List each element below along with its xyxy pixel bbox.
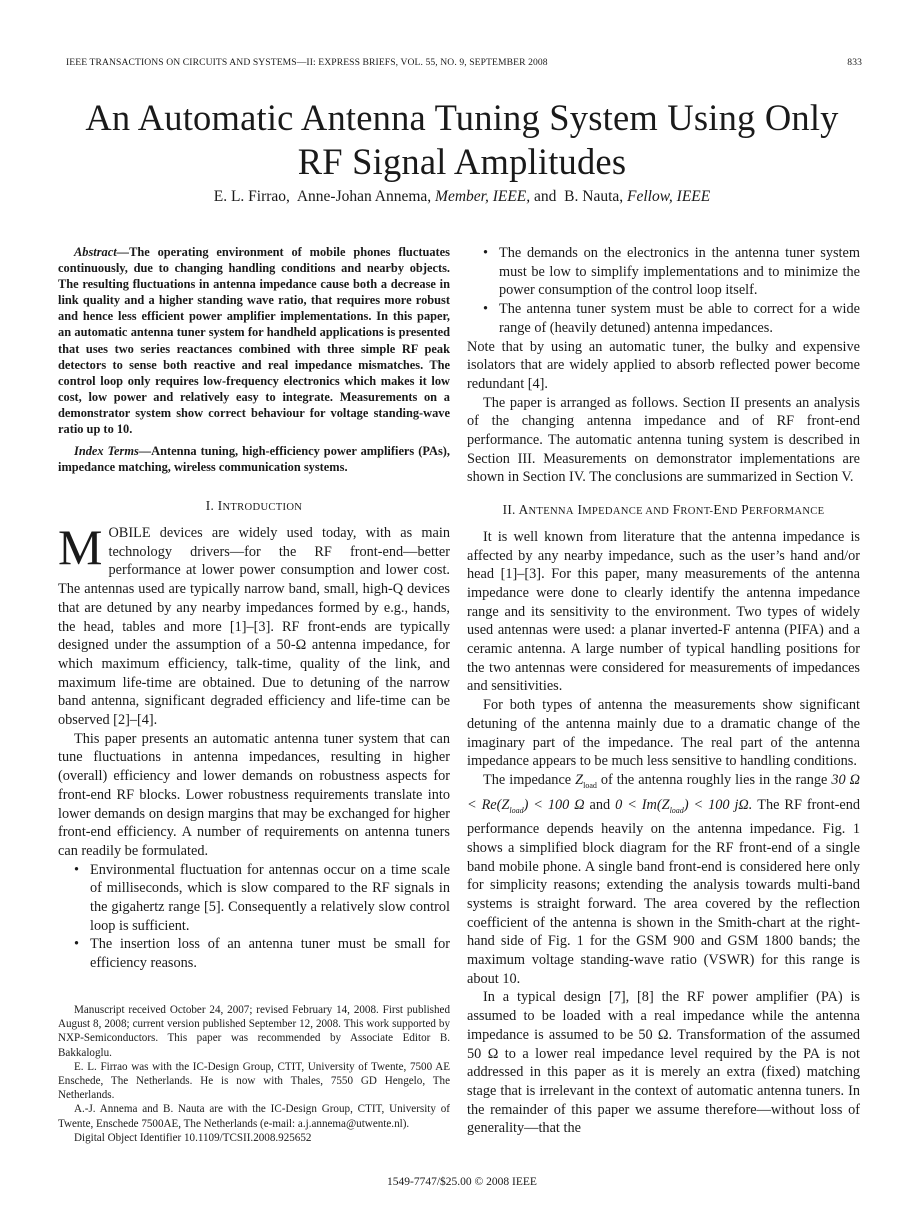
footnote-manuscript: Manuscript received October 24, 2007; revised February 14, 2008. First published August 8, 2008; current version published September 12, 2008. This work supported by NXP-Semiconductors. This paper was recommended by Associate Editor B. Bakkaloglu. [58, 1004, 450, 1059]
drop-cap: M [58, 519, 103, 576]
index-terms-label: Index Terms— [74, 444, 152, 459]
section-2-numeral: II. [502, 502, 516, 518]
index-terms-text: Antenna tuning, high-efficiency power amplifiers (PAs), impedance matching, wireless communication systems. [58, 444, 450, 475]
p3-and: and [589, 796, 611, 813]
abstract-text: The operating environment of mobile phones fluctuates continuously, due to changing handling conditions and nearby objects. The resulting fluctuations in antenna impedance cause both a decrease in link quality and a higher standing wave ratio, that requires more robust and hence less efficient power amplifier implementations. In this paper, an automatic antenna tuner system for handheld applications is presented that uses two series reactances combined with three simple RF peak detectors to sense both reactive and real impedance mismatches. The control loop only requires low-frequency electronics which makes it low cost, low power and relatively easy to integrate. Measurements on a demonstrator system show correct behaviour for voltage standing-wave ratio up to 10. [58, 245, 450, 437]
s2-w4-initial: E [713, 502, 722, 518]
author-1: E. L. Firrao, [213, 188, 290, 205]
list-item: • The demands on the electronics in the antenna tuner system must be low to simplify implementations and to minimize the power consumption of the control loop itself. [467, 244, 860, 300]
author-2-role: Member, IEEE, [435, 188, 531, 205]
s2-w3-initial: F [672, 502, 681, 518]
paragraph-arrangement: The paper is arranged as follows. Section II presents an analysis of the changing antenna impedance and of RF front-end performance. The automatic antenna tuning system is described in Section III. Measurements on demonstrator implementations are shown in Section IV. The conclusions are summarized in Section V. [467, 394, 860, 486]
p3-range-text: of the antenna roughly lies in the range [600, 771, 828, 788]
section-2-paragraph-3 [467, 771, 860, 988]
authors-and: and [534, 188, 557, 205]
math-imag-end: ) < 100 jΩ. [683, 796, 753, 813]
section-2-heading [467, 501, 860, 522]
list-item: • Environmental fluctuation for antennas occur on a time scale of milliseconds, which is slow compared to the RF signals in the gigahertz range [5]. Consequently a relatively slow control loop is sufficient. [58, 861, 450, 936]
list-item: • The insertion loss of an antenna tuner must be small for efficiency reasons. [58, 935, 450, 972]
author-2: Anne-Johan Annema, [296, 188, 432, 205]
intro-paragraph-1 [58, 519, 450, 730]
s2-w2-rest: MPEDANCE AND [582, 506, 670, 518]
abstract-label: Abstract— [74, 245, 130, 259]
left-column [58, 244, 450, 973]
s2-w1-rest: NTENNA [528, 506, 574, 518]
s2-w2-initial: I [577, 502, 583, 518]
author-3-role: Fellow, IEEE [627, 188, 711, 205]
page-number: 833 [847, 57, 862, 68]
s2-w5-rest: ERFORMANCE [749, 506, 825, 518]
z-subscript: load [583, 780, 597, 790]
s2-w4-rest: ND [721, 506, 738, 518]
index-terms [58, 443, 450, 475]
math-real-sub: load [509, 805, 524, 815]
section-1-title-initial: I [217, 498, 223, 514]
list-item: • The antenna tuner system must be able to correct for a wide range of (heavily detuned) antenna impedances. [467, 300, 860, 337]
math-imag-sub: load [669, 805, 684, 815]
section-2-paragraph-4: In a typical design [7], [8] the RF power amplifier (PA) is assumed to be loaded with a real impedance while the antenna impedance is assumed to be 50 Ω. Transformation of the assumed 50 Ω to a lower real impedance level required by the PA is not addressed in this paper as it is merely an extra (fixed) matching stage that is irrelevant in the context of automatic antenna tuners. In the remainder of this paper we assume therefore—without loss of generality—that the [467, 989, 860, 1137]
z-symbol: Z [575, 771, 584, 788]
section-2-paragraph-1: It is well known from literature that the antenna impedance is affected by any nearby impedance, such as the user’s hand and/or head [1]–[3]. For this paper, many measurements of the antenna impedance were done to clearly identify the antenna impedance range and its sensitivity to the environment. Two types of widely used antennas were used: a planar inverted-F antenna (PIFA) and a ceramic antenna. A large number of typical handling positions for the two antennas were considered for measurements of impedances and sensitivities. [467, 528, 860, 695]
math-real-end: ) < 100 Ω [523, 796, 585, 813]
footnote-annema-nauta: A.-J. Annema and B. Nauta are with the IC-Design Group, CTIT, University of Twente, Enschede 7500AE, The Netherlands (e-mail: a.j.annema@utwente.nl). [58, 1103, 450, 1130]
footnote-firrao: E. L. Firrao was with the IC-Design Group, CTIT, University of Twente, 7500 AE Enschede, The Netherlands. He is now with Thales, 7550 GD Hengelo, The Netherlands. [58, 1060, 450, 1102]
intro-p1-text: OBILE devices are widely used today, with as main technology drivers—for the RF front-end—better performance at lower power consumption and lower cost. The antennas used are typically narrow band, small, high-Q devices that are detuned by any nearby impedances formed by e.g., hands, the head, tables and more [1]–[3]. RF front-ends are typically designed under the assumption of a 50-Ω antenna impedance, for which maximum efficiency, talk-time, quality of the link, and maximum life-time are obtained. Due to detuning of the narrow band antenna, significant degraded efficiency and life-time can be observed [2]–[4]. [58, 525, 450, 729]
intro-paragraph-2: This paper presents an automatic antenna tuner system that can tune fluctuations in antenna impedances, resulting in higher (overall) efficiency and lower demands on robustness aspects for front-end RF blocks. Lower robustness requirements translate into lower demands on design margins that may be exchanged for higher front-end efficiency. A number of requirements on antenna tuners can readily be formulated. [58, 730, 450, 859]
math-imag-a: 0 < Im(Z [615, 796, 670, 813]
journal-name: IEEE TRANSACTIONS ON CIRCUITS AND SYSTEMS—II: EXPRESS BRIEFS, VOL. 55, NO. 9, SEPTEMBER 2008 [66, 57, 548, 68]
author-list [0, 188, 924, 206]
title-line-1: An Automatic Antenna Tuning System Using Only [85, 97, 839, 138]
requirements-list-right [467, 244, 860, 338]
abstract [58, 244, 450, 437]
requirements-list-left [58, 861, 450, 973]
s2-w1-initial: A [518, 502, 529, 518]
section-1-numeral: I. [205, 498, 215, 514]
copyright-footer: 1549-7747/$25.00 © 2008 IEEE [387, 1176, 537, 1188]
p3-intro: The impedance [483, 771, 572, 788]
footnote-doi: Digital Object Identifier 10.1109/TCSII.2008.925652 [74, 1131, 312, 1144]
section-1-title-rest: NTRODUCTION [222, 502, 303, 514]
paper-title [0, 96, 924, 184]
p3-rest: The RF front-end performance depends heavily on the antenna impedance. Fig. 1 shows a simplified block diagram for the RF front-end of a single band mobile phone. A single band front-end is considered here only for simplicity reasons; extending the analysis towards multi-band systems is straight forward. The area covered by the reflection coefficient of the antenna is shown in the Smith-chart at the right-hand side of Fig. 1 for the GSM 900 and GSM 1800 bands; the maximum voltage standing-wave ratio (VSWR) for this range is about 10. [467, 796, 861, 987]
author-3: B. Nauta, [564, 188, 624, 205]
s2-w3-rest: RONT- [680, 506, 714, 518]
math-imag-range [615, 797, 752, 813]
s2-w5-initial: P [741, 502, 749, 518]
title-line-2: RF Signal Amplitudes [297, 141, 627, 182]
running-header [66, 57, 862, 71]
section-2-paragraph-2: For both types of antenna the measurements show significant detuning of the antenna mainly due to a dramatic change of the imaginary part of the impedance. The real part of the antenna impedance appears to be much less sensitive to handling conditions. [467, 697, 860, 770]
math-real-a: 30 Ω < Re(Z [467, 771, 860, 813]
section-1-heading [58, 497, 450, 518]
footnotes [58, 1003, 450, 1145]
right-column [467, 244, 860, 1138]
paragraph-isolators: Note that by using an automatic tuner, the bulky and expensive isolators that are widely applied to absorb reflected power become redundant [4]. [467, 338, 860, 392]
